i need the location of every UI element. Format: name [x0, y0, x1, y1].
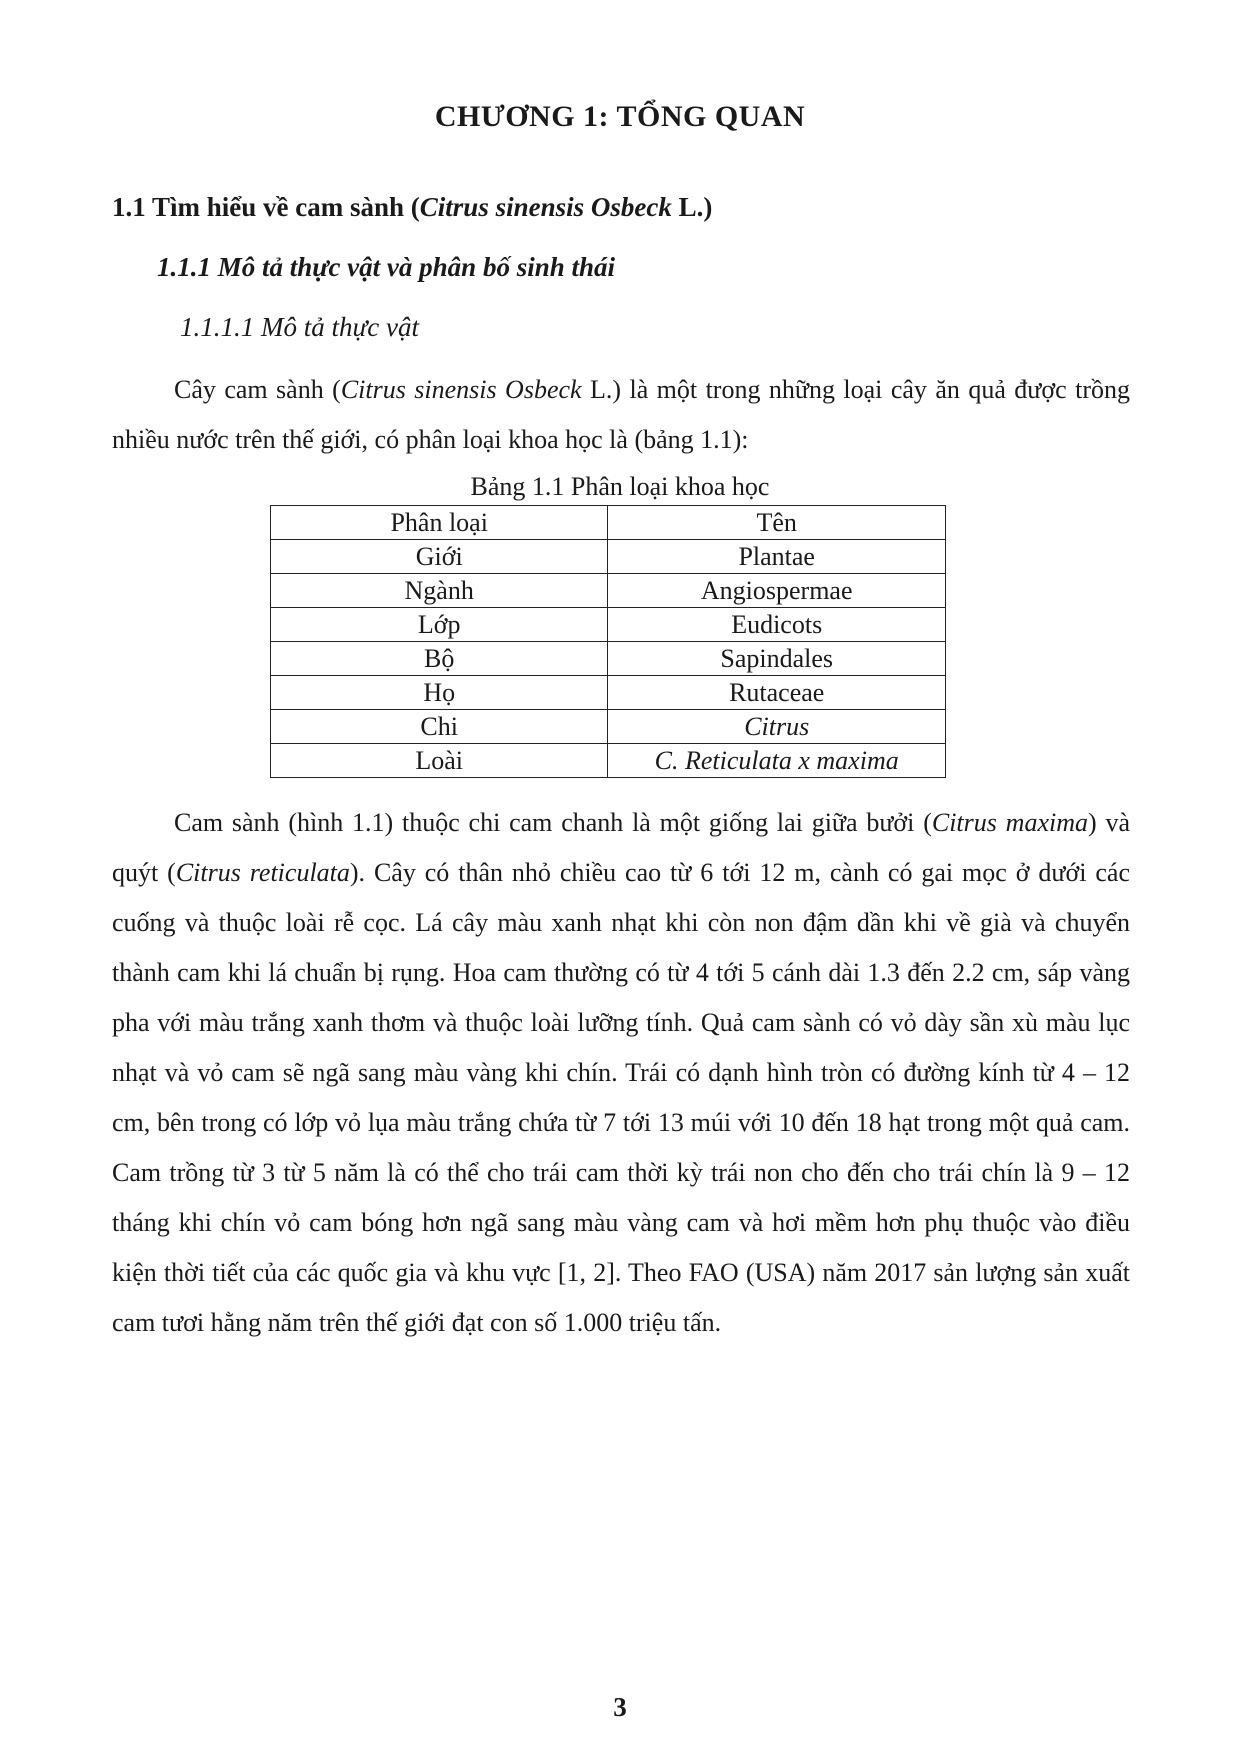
paragraph-intro-text-2: L.) là một trong những loại cây ăn quả được trồng nhiều nước trên thế giới, có phân loại khoa học là (bảng 1.1): [112, 375, 1130, 454]
section-heading [112, 192, 712, 223]
paragraph-intro-latin: Citrus sinensis Osbeck [340, 375, 582, 404]
table-cell-name: Angiospermae [608, 574, 946, 608]
section-number: 1.1 [112, 192, 146, 222]
table-row [271, 540, 946, 574]
paragraph-intro-text-1: Cây cam sành ( [174, 375, 341, 404]
table-cell-rank: Lớp [271, 608, 608, 642]
table-cell-rank: Ngành [271, 574, 608, 608]
table-header-cell: Phân loại [271, 506, 608, 540]
section-text-before: Tìm hiểu về cam sành ( [152, 192, 420, 222]
page-number: 3 [613, 1692, 627, 1722]
table-cell-rank: Chi [271, 710, 608, 744]
table-header-row [271, 506, 946, 540]
subsubsection-heading: 1.1.1.1 Mô tả thực vật [180, 312, 419, 342]
table-row [271, 710, 946, 744]
paragraph-description-latin-2: Citrus reticulata [175, 858, 350, 887]
table-cell-name: Plantae [608, 540, 946, 574]
table-cell-name: Rutaceae [608, 676, 946, 710]
table-cell-rank: Bộ [271, 642, 608, 676]
table-row [271, 642, 946, 676]
subsection-heading: 1.1.1 Mô tả thực vật và phân bố sinh thái [157, 252, 615, 282]
table-cell-name: Sapindales [608, 642, 946, 676]
table-cell-name: Citrus [608, 710, 946, 744]
table-cell-name: Eudicots [608, 608, 946, 642]
table-cell-rank: Họ [271, 676, 608, 710]
table-row [271, 608, 946, 642]
table-cell-name: C. Reticulata x maxima [608, 744, 946, 778]
taxonomy-table [270, 505, 946, 778]
paragraph-intro [112, 365, 1130, 465]
paragraph-description-text-1: Cam sành (hình 1.1) thuộc chi cam chanh là một giống lai giữa bưởi ( [174, 808, 932, 837]
table-cell-rank: Giới [271, 540, 608, 574]
section-latin-name: Citrus sinensis Osbeck [419, 192, 672, 222]
table-header-cell: Tên [608, 506, 946, 540]
table-caption: Bảng 1.1 Phân loại khoa học [470, 472, 770, 501]
paragraph-description-text-3: ). Cây có thân nhỏ chiều cao từ 6 tới 12 m, cành có gai mọc ở dưới các cuống và thuộc loài rễ cọc. Lá cây màu xanh nhạt khi còn non đậm dần khi về già và chuyển thành cam khi lá chuẩn bị rụng. Hoa cam thường có từ 4 tới 5 cánh dài 1.3 đến 2.2 cm, sáp vàng pha với màu trắng xanh thơm và thuộc loài lưỡng tính. Quả cam sành có vỏ dày sần xù màu lục nhạt và vỏ cam sẽ ngã sang màu vàng khi chín. Trái có dạnh hình tròn có đường kính từ 4 – 12 cm, bên trong có lớp vỏ lụa màu trắng chứa từ 7 tới 13 múi với 10 đến 18 hạt trong một quả cam. Cam trồng từ 3 từ 5 năm là có thể cho trái cam thời kỳ trái non cho đến cho trái chín là 9 – 12 tháng khi chín vỏ cam bóng hơn ngã sang màu vàng cam và hơi mềm hơn phụ thuộc vào điều kiện thời tiết của các quốc gia và khu vực [1, 2]. Theo FAO (USA) năm 2017 sản lượng sản xuất cam tươi hằng năm trên thế giới đạt con số 1.000 triệu tấn. [112, 858, 1131, 1337]
chapter-title: CHƯƠNG 1: TỔNG QUAN [434, 100, 806, 133]
paragraph-description-text-2: ) và quýt ( [112, 808, 1130, 887]
section-text-after: L.) [671, 192, 713, 222]
table-row [271, 574, 946, 608]
table-cell-rank: Loài [271, 744, 608, 778]
paragraph-description-latin-1: Citrus maxima [931, 808, 1088, 837]
paragraph-description [112, 798, 1130, 1348]
table-row [271, 676, 946, 710]
table-row [271, 744, 946, 778]
